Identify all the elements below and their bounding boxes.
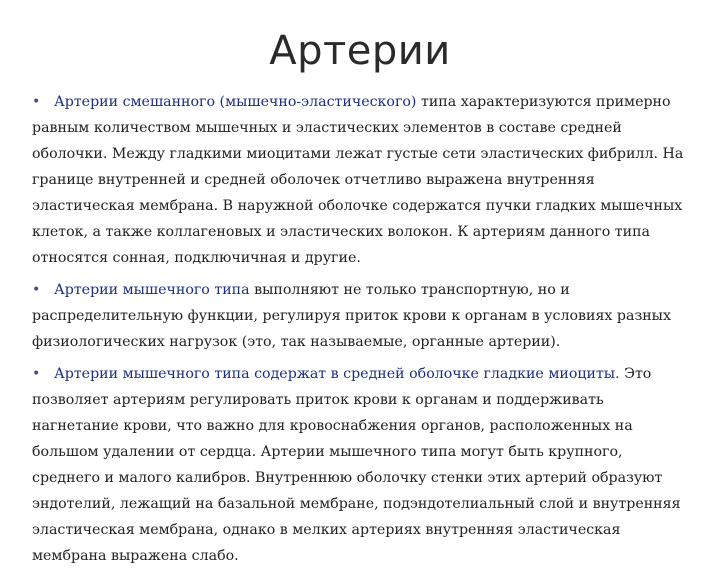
bullet-paragraph-3 (32, 361, 692, 569)
paragraph-2-text: выполняют не только транспортную, но и распределительную функции, регулируя приток крови к органам в условиях разных физиологических нагрузок (это, так называемые, органные артерии). (32, 282, 671, 350)
paragraph-3-text: Это позволяет артериям регулировать приток крови к органам и поддерживать нагнетание крови, что важно для кровоснабжения органов, расположенных на большом удалении от сердца. Артерии мышечного типа могут быть крупного, среднего и малого калибров. Внутреннюю оболочку стенки этих артерий образуют эндотелий, лежащий на базальной мембране, подэндотелиальный слой и внутренняя эластическая мембрана, однако в мелких артериях внутренняя эластическая мембрана выражена слабо. (32, 366, 681, 564)
bullet-marker: • (32, 94, 41, 110)
paragraph-1-text: типа характеризуются примерно равным количеством мышечных и эластических элементов в составе средней оболочки. Между гладкими миоцитами лежат густые сети эластических фибрилл. На границе внутренней и средней оболочек отчетливо выражена внутренняя эластическая мембрана. В наружной оболочке содержатся пучки гладких мышечных клеток, а также коллагеновых и эластических волокон. К артериям данного типа относятся сонная, подключичная и другие. (32, 94, 684, 266)
bullet-paragraph-2 (32, 277, 692, 355)
paragraph-3-lead: Артерии мышечного типа содержат в средней оболочке гладкие миоциты. (54, 366, 620, 382)
slide-title: Артерии (269, 28, 451, 74)
paragraph-1-lead: Артерии смешанного (мышечно-эластического) (54, 94, 417, 110)
bullet-marker: • (32, 282, 41, 298)
paragraph-2-lead: Артерии мышечного типа (54, 282, 250, 298)
slide-body (32, 89, 692, 575)
bullet-marker: • (32, 366, 41, 382)
bullet-paragraph-1 (32, 89, 692, 271)
